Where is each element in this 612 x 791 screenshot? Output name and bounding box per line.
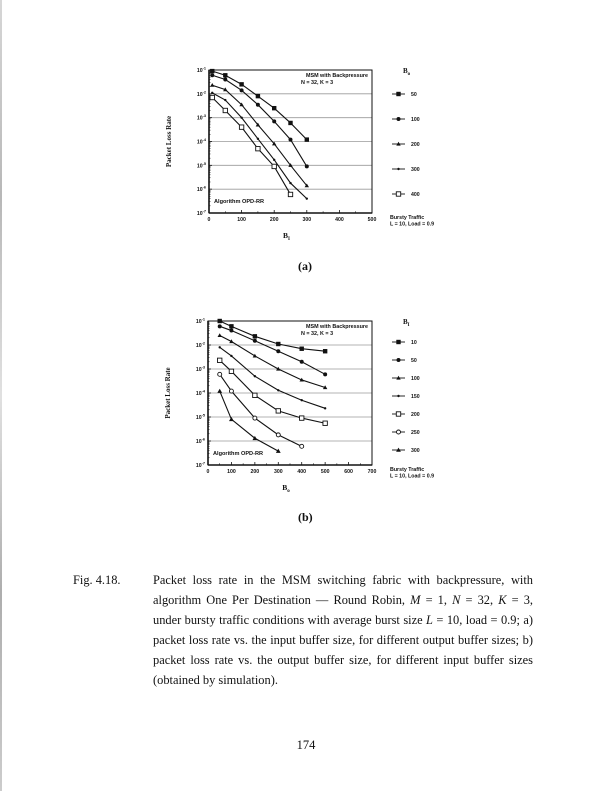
svg-text:100: 100 — [411, 376, 420, 382]
svg-text:10: 10 — [411, 340, 417, 346]
svg-text:Bursty Traffic: Bursty Traffic — [390, 215, 425, 221]
svg-text:L = 10, Load = 0.9: L = 10, Load = 0.9 — [390, 473, 435, 480]
svg-text:10-2: $10^{-2}$ — [195, 341, 205, 349]
series-150 — [219, 346, 327, 409]
legend-item-50 — [392, 92, 417, 98]
figure-b — [150, 250, 490, 510]
svg-text:300: 300 — [273, 469, 283, 475]
svg-text:300: 300 — [302, 217, 312, 223]
svg-text:MSM with Backpressure: MSM with Backpressure — [305, 73, 368, 79]
svg-text:200: 200 — [269, 217, 279, 223]
scan-edge — [0, 0, 2, 791]
svg-text:500: 500 — [367, 217, 377, 223]
svg-text:MSM with Backpressure: MSM with Backpressure — [305, 324, 368, 330]
series-400 — [210, 95, 293, 196]
svg-text:700: 700 — [367, 469, 377, 475]
svg-text:100: 100 — [237, 217, 246, 223]
svg-text:300: 300 — [411, 448, 420, 454]
legend-item-400 — [392, 192, 420, 198]
legend-item-200 — [392, 412, 420, 418]
legend-item-150 — [392, 394, 420, 400]
svg-text:100: 100 — [227, 469, 236, 475]
svg-text:BI: $B_I$ — [403, 318, 410, 328]
chart-b — [150, 250, 490, 510]
series-100 — [210, 73, 309, 168]
figure-caption — [73, 570, 533, 690]
svg-text:10-6: $10^{-6}$ — [195, 437, 205, 445]
svg-text:10-5: $10^{-5}$ — [196, 161, 206, 170]
svg-text:200: 200 — [250, 469, 260, 475]
chart-a — [150, 0, 490, 260]
svg-text:0: 0 — [206, 469, 210, 475]
svg-text:0: 0 — [207, 217, 211, 223]
legend-item-200 — [392, 142, 420, 148]
series-200 — [210, 83, 309, 187]
svg-text:Bursty Traffic: Bursty Traffic — [390, 467, 425, 473]
svg-text:N = 32, K = 3: N = 32, K = 3 — [301, 80, 334, 86]
panel-label-b: (b) — [298, 510, 313, 524]
svg-text:10-7: $10^{-7}$ — [196, 209, 206, 217]
figure-a — [150, 0, 490, 260]
svg-text:10-4: $10^{-4}$ — [196, 138, 206, 146]
svg-text:150: 150 — [411, 394, 420, 400]
svg-text:250: 250 — [411, 430, 420, 436]
svg-text:400: 400 — [411, 192, 420, 198]
svg-text:10-6: $10^{-6}$ — [196, 185, 206, 194]
legend-item-300 — [392, 448, 420, 454]
svg-text:400: 400 — [297, 469, 307, 475]
legend-item-50 — [392, 358, 417, 364]
panel-label-a: (a) — [298, 259, 312, 273]
svg-text:BI: $B_I$ — [283, 231, 290, 242]
svg-text:10-5: $10^{-5}$ — [195, 413, 205, 421]
svg-text:Bo: $B_o$ — [282, 483, 290, 494]
svg-text:10-1: $10^{-1}$ — [195, 317, 205, 325]
svg-text:10-2: $10^{-2}$ — [196, 90, 206, 98]
legend-item-100 — [392, 376, 420, 382]
caption-text: Packet loss rate in the MSM switching fabric with backpressure, with algorithm One Per Destination — Round Robin, M = 1, N = 32, K = 3, under bursty traffic conditions with average burst size L = 10, load = 0.9; a) packet loss rate vs. the input buffer size, for different output buffer sizes; b) packet loss rate vs. the output buffer size, for different input buffer sizes (obtained by simulation). — [153, 573, 533, 687]
figure-number: Fig. 4.18. — [73, 573, 121, 587]
svg-text:Packet Loss Rate: Packet Loss Rate — [164, 367, 172, 419]
legend-item-100 — [392, 117, 420, 123]
svg-text:50: 50 — [411, 92, 417, 98]
svg-text:10-1: $10^{-1}$ — [196, 66, 206, 74]
series-300 — [217, 389, 280, 453]
svg-text:N = 32, K = 3: N = 32, K = 3 — [301, 331, 334, 337]
svg-text:100: 100 — [411, 117, 420, 123]
svg-text:Algorithm OPD-RR: Algorithm OPD-RR — [214, 199, 265, 205]
svg-text:10-3: $10^{-3}$ — [195, 365, 205, 373]
svg-text:L = 10, Load = 0.9: L = 10, Load = 0.9 — [390, 221, 435, 228]
svg-text:500: 500 — [320, 469, 330, 475]
svg-text:200: 200 — [411, 142, 420, 148]
svg-text:10-7: $10^{-7}$ — [195, 461, 205, 469]
svg-text:200: 200 — [411, 412, 420, 418]
series-250 — [218, 372, 304, 448]
svg-text:50: 50 — [411, 358, 417, 364]
svg-text:Bo: $B_o$ — [403, 67, 411, 77]
svg-text:300: 300 — [411, 167, 420, 173]
legend-item-250 — [392, 430, 420, 436]
svg-text:10-3: $10^{-3}$ — [196, 114, 206, 122]
legend-item-10 — [392, 340, 417, 346]
svg-text:Packet Loss Rate: Packet Loss Rate — [165, 115, 173, 168]
page-number: 174 — [296, 738, 316, 752]
svg-text:400: 400 — [335, 217, 344, 223]
svg-text:600: 600 — [344, 469, 353, 475]
svg-text:Algorithm OPD-RR: Algorithm OPD-RR — [213, 451, 264, 457]
legend-item-300 — [392, 167, 420, 173]
series-200 — [218, 358, 328, 425]
svg-text:10-4: $10^{-4}$ — [195, 389, 205, 397]
